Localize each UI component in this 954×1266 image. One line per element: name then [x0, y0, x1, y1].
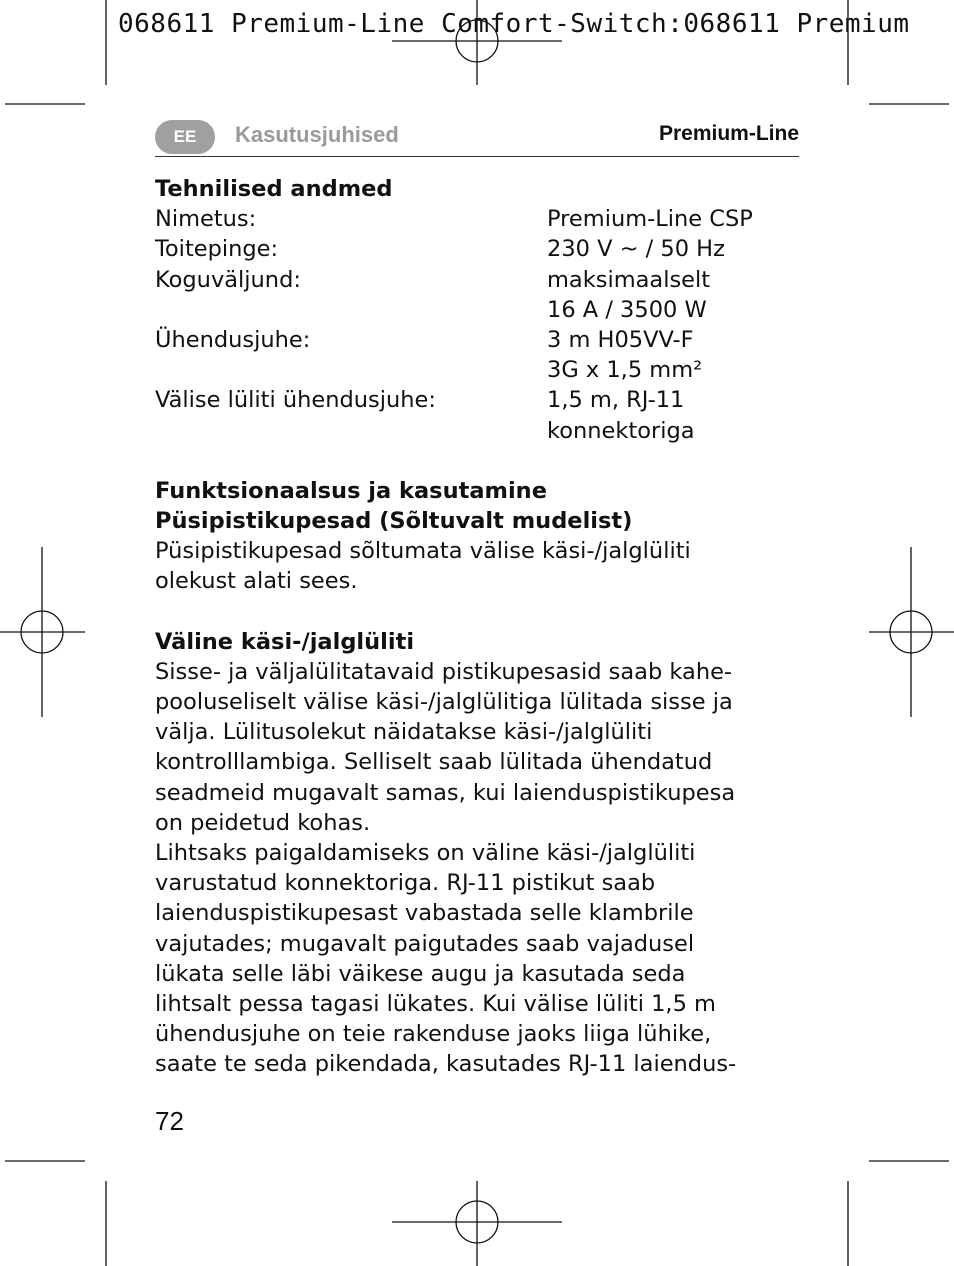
brand-name: Premium-Line — [658, 122, 799, 145]
text-line: saate te seda pikendada, kasutades RJ-11 laiendus- — [155, 1051, 737, 1078]
language-badge: EE — [155, 120, 215, 154]
text-line: seadmeid mugavalt samas, kui laienduspistikupesa — [155, 779, 736, 806]
spec-values — [547, 234, 805, 264]
specs-heading: Tehnilised andmed — [155, 176, 393, 202]
spec-label: Koguväljund: — [155, 266, 301, 293]
spec-values — [547, 385, 805, 445]
function-heading: Funktsionaalsus ja kasutamine — [155, 477, 547, 504]
text-line: Sisse- ja väljalülitatavaid pistikupesasid saab kahe- — [155, 658, 733, 685]
spec-row — [155, 385, 805, 445]
text-line: lihtsalt pessa tagasi lükates. Kui välise lüliti 1,5 m — [155, 991, 716, 1018]
text-line: välja. Lülitusolekut näidatakse käsi-/jalglüliti — [155, 719, 653, 746]
text-line: pooluseliselt välise käsi-/jalglülitiga lülitada sisse ja — [155, 689, 733, 716]
spec-row — [155, 204, 805, 234]
specs-table — [155, 204, 805, 446]
registration-mark-right — [869, 547, 954, 717]
spec-values — [547, 204, 805, 234]
text-line: lükata selle läbi väikese augu ja kasutada seda — [155, 960, 686, 987]
spec-value: 3 m H05VV-F — [547, 327, 694, 354]
text-line: Püsipistikupesad sõltumata välise käsi-/jalglüliti — [155, 538, 691, 565]
registration-mark-top — [392, 0, 562, 85]
print-slug-line: 068611 Premium-Line Comfort-Switch:068611 Premium — [118, 9, 910, 39]
text-line: laienduspistikupesast vabastada selle klambrile — [155, 900, 694, 927]
switch-paragraph — [155, 657, 805, 1080]
text-line: on peidetud kohas. — [155, 809, 371, 836]
page-content — [155, 174, 805, 1080]
registration-mark-bottom — [392, 1181, 562, 1266]
function-paragraph — [155, 536, 805, 596]
spec-value: Premium-Line CSP — [547, 206, 753, 233]
spec-label: Välise lüliti ühendusjuhe: — [155, 387, 436, 414]
spec-label: Ühendusjuhe: — [155, 327, 311, 354]
function-subheading: Püsipistikupesad (Sõltuvalt mudelist) — [155, 508, 633, 535]
spec-value: 3G x 1,5 mm² — [547, 357, 703, 384]
page-number: 72 — [155, 1106, 184, 1136]
spec-value: 230 V ~ / 50 Hz — [547, 236, 725, 263]
spec-label: Toitepinge: — [155, 236, 279, 263]
running-header — [155, 118, 799, 157]
text-line: kontrolllambiga. Selliselt saab lülitada ühendatud — [155, 749, 713, 776]
spec-values — [547, 325, 805, 385]
spec-value: konnektoriga — [547, 417, 695, 444]
spec-row — [155, 234, 805, 264]
spec-value: 1,5 m, RJ-11 — [547, 387, 685, 414]
spec-row — [155, 325, 805, 385]
spec-value: 16 A / 3500 W — [547, 296, 707, 323]
text-line: olekust alati sees. — [155, 568, 358, 595]
spec-values — [547, 265, 805, 325]
spec-label: Nimetus: — [155, 206, 257, 233]
text-line: varustatud konnektoriga. RJ-11 pistikut saab — [155, 870, 656, 897]
switch-heading: Väline käsi-/jalglüliti — [155, 628, 415, 655]
registration-mark-left — [0, 547, 85, 717]
spec-row — [155, 265, 805, 325]
text-line: ühendusjuhe on teie rakenduse jaoks liiga lühike, — [155, 1021, 712, 1048]
text-line: vajutades; mugavalt paigutades saab vajadusel — [155, 930, 695, 957]
section-title: Kasutusjuhised — [235, 122, 399, 147]
text-line: Lihtsaks paigaldamiseks on väline käsi-/jalglüliti — [155, 840, 696, 867]
spec-value: maksimaalselt — [547, 266, 711, 293]
